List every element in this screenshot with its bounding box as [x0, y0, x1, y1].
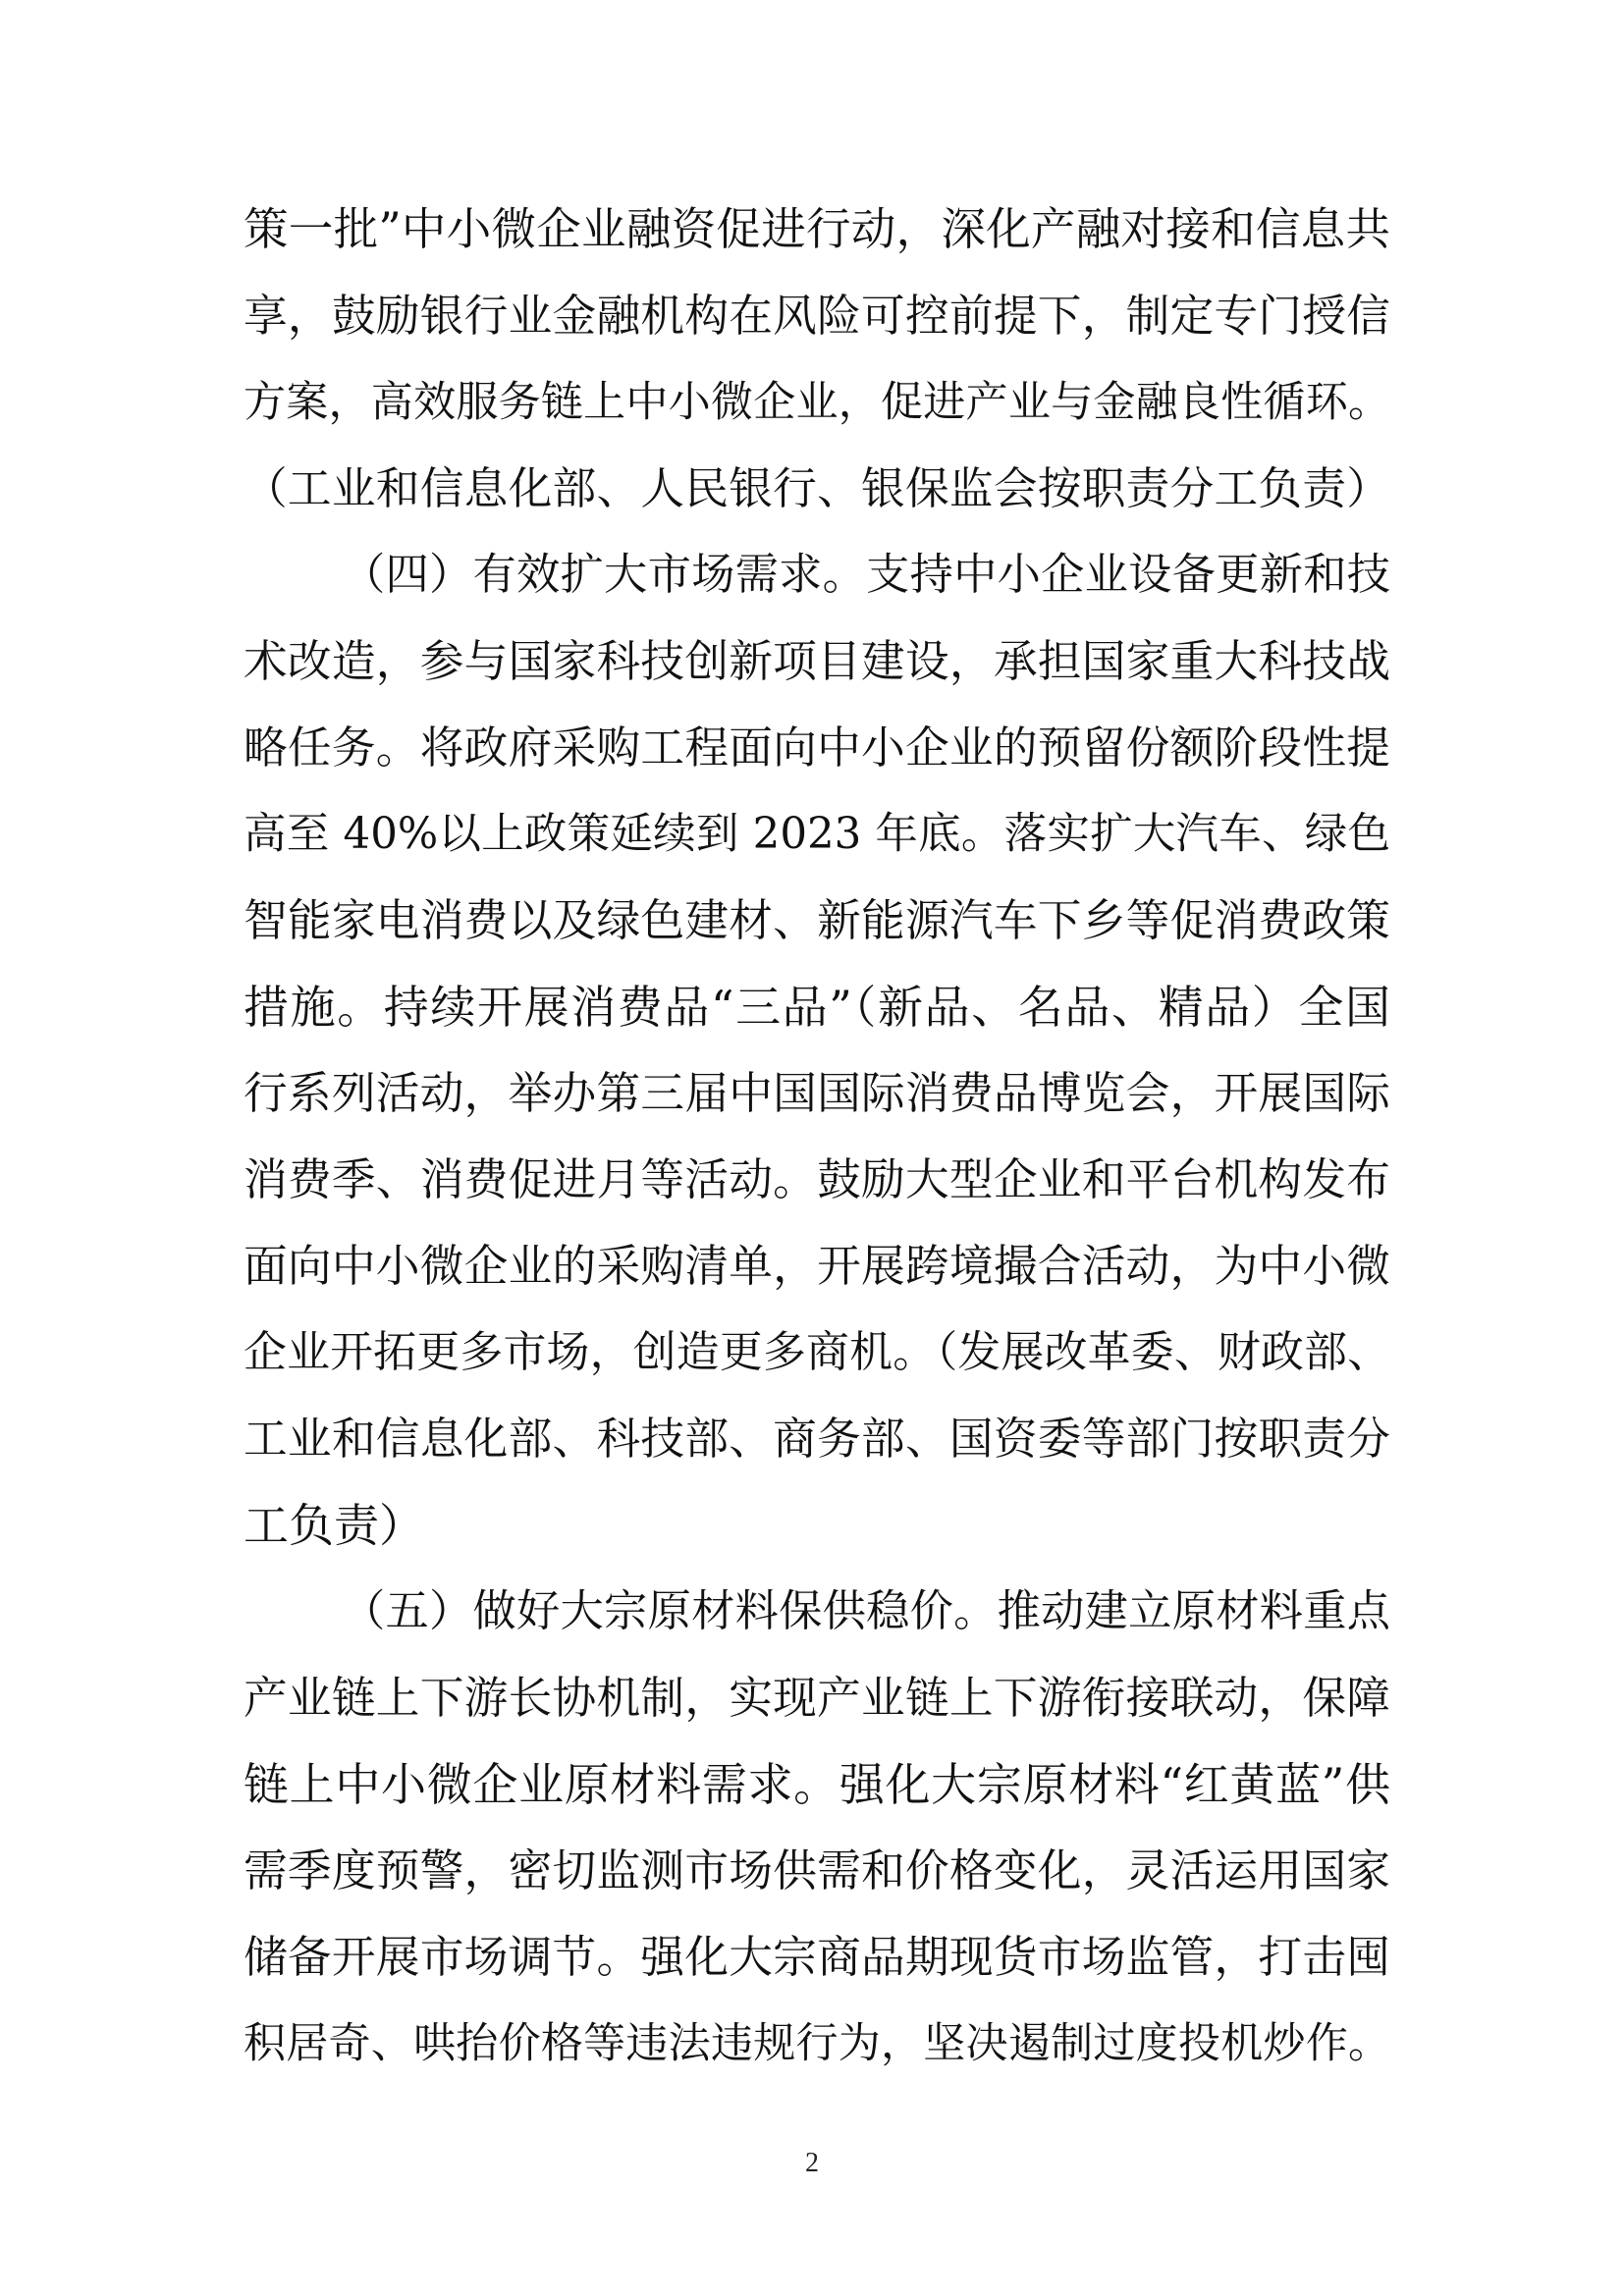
- text-line: （四）有效扩大市场需求。支持中小企业设备更新和技: [342, 550, 1390, 600]
- text-line: 策一批”中小微企业融资促进行动，深化产融对接和信息共: [244, 203, 1390, 255]
- text-line: 链上中小微企业原材料需求。强化大宗原材料“红黄蓝”供: [244, 1758, 1390, 1811]
- text-line: 面向中小微企业的采购清单，开展跨境撮合活动，为中小微: [244, 1241, 1390, 1292]
- text-line: 工业和信息化部、科技部、商务部、国资委等部门按职责分: [244, 1414, 1390, 1465]
- page-number: 2: [805, 2148, 819, 2178]
- text-line: 产业链上下游长协机制，实现产业链上下游衔接联动，保障: [244, 1673, 1390, 1724]
- body-text: [244, 187, 1390, 2087]
- text-line: （工业和信息化部、人民银行、银保监会按职责分工负责）: [244, 463, 1390, 514]
- text-line: 略任务。将政府采购工程面向中小企业的预留份额阶段性提: [244, 722, 1390, 774]
- text-line: 企业开拓更多市场，创造更多商机。（发展改革委、财政部、: [244, 1327, 1390, 1377]
- text-line: 消费季、消费促进月等活动。鼓励大型企业和平台机构发布: [244, 1154, 1390, 1205]
- text-line: 高至 40%以上政策延续到 2023 年底。落实扩大汽车、绿色: [244, 810, 1390, 859]
- text-line: 储备开展市场调节。强化大宗商品期现货市场监管，打击囤: [244, 1932, 1390, 1983]
- text-line: 行系列活动，举办第三届中国国际消费品博览会，开展国际: [244, 1068, 1390, 1119]
- text-line: 智能家电消费以及绿色建材、新能源汽车下乡等促消费政策: [244, 895, 1390, 946]
- text-line: 享，鼓励银行业金融机构在风险可控前提下，制定专门授信: [244, 291, 1390, 342]
- text-line: 术改造，参与国家科技创新项目建设，承担国家重大科技战: [244, 636, 1390, 687]
- text-line: 方案，高效服务链上中小微企业，促进产业与金融良性循环。: [244, 378, 1390, 427]
- text-line: 措施。持续开展消费品“三品”（新品、名品、精品）全国: [244, 981, 1390, 1034]
- text-line: 需季度预警，密切监测市场供需和价格变化，灵活运用国家: [244, 1845, 1390, 1896]
- text-line: 工负责）: [244, 1499, 424, 1552]
- text-line: 积居奇、哄抬价格等违法违规行为，坚决遏制过度投机炒作。: [244, 2019, 1390, 2068]
- text-line: （五）做好大宗原材料保供稳价。推动建立原材料重点: [342, 1586, 1390, 1636]
